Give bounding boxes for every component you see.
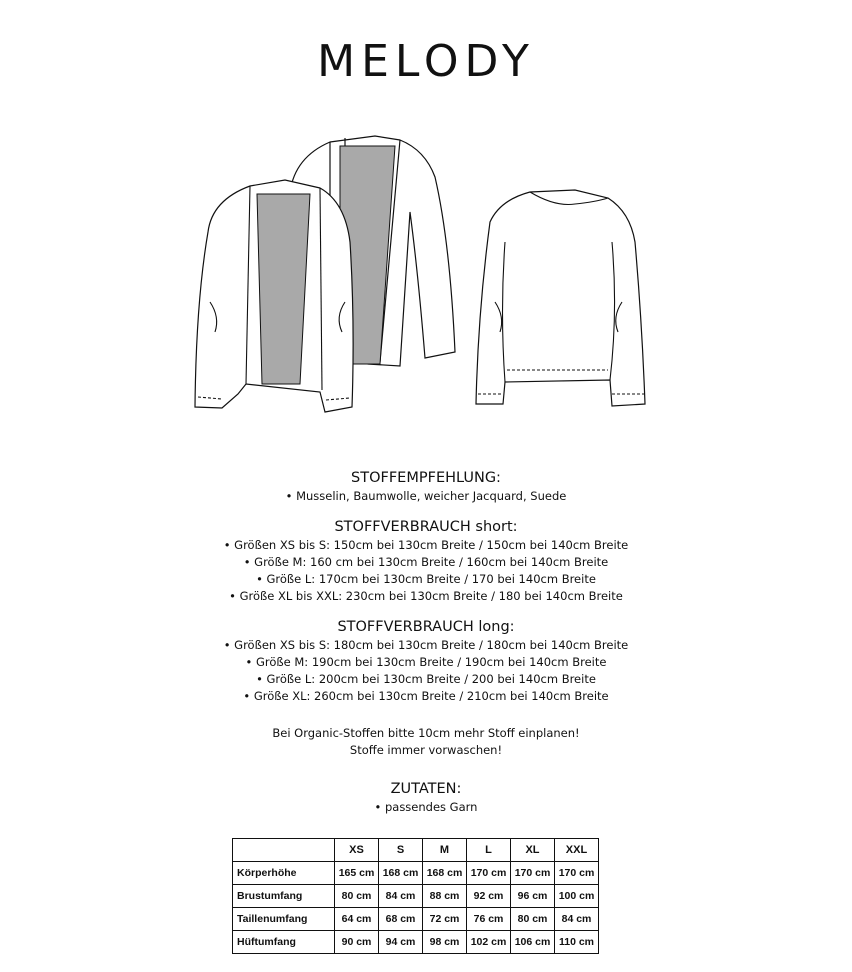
row-label: Brustumfang [233, 885, 335, 908]
row-label: Taillenumfang [233, 908, 335, 931]
usage-long-item: • Größe M: 190cm bei 130cm Breite / 190cm bei 140cm Breite [245, 655, 607, 669]
table-cell: 84 cm [555, 908, 599, 931]
notions-heading: ZUTATEN: [390, 781, 462, 797]
notions-item: • passendes Garn [374, 800, 478, 814]
table-cell: 88 cm [423, 885, 467, 908]
usage-short-item: • Größen XS bis S: 150cm bei 130cm Breite / 150cm bei 140cm Breite [223, 538, 629, 552]
usage-long-item: • Größen XS bis S: 180cm bei 130cm Breite / 180cm bei 140cm Breite [223, 638, 629, 652]
row-label: Körperhöhe [233, 862, 335, 885]
header-size: S [379, 839, 423, 862]
table-row [233, 908, 599, 931]
note-prewash: Stoffe immer vorwaschen! [349, 743, 503, 757]
jacket-back-drawing [0, 122, 852, 422]
table-cell: 72 cm [423, 908, 467, 931]
table-row [233, 931, 599, 954]
usage-short-item: • Größe L: 170cm bei 130cm Breite / 170 bei 140cm Breite [256, 572, 596, 586]
table-cell: 80 cm [335, 885, 379, 908]
table-cell: 110 cm [555, 931, 599, 954]
table-cell: 90 cm [335, 931, 379, 954]
header-size: XS [335, 839, 379, 862]
size-table-header [233, 839, 599, 862]
table-cell: 84 cm [379, 885, 423, 908]
table-cell: 92 cm [467, 885, 511, 908]
table-cell: 165 cm [335, 862, 379, 885]
note-organic: Bei Organic-Stoffen bitte 10cm mehr Stoff einplanen! [272, 726, 580, 740]
usage-short-item: • Größe XL bis XXL: 230cm bei 130cm Breite / 180 bei 140cm Breite [229, 589, 623, 603]
table-cell: 76 cm [467, 908, 511, 931]
table-cell: 98 cm [423, 931, 467, 954]
table-cell: 170 cm [467, 862, 511, 885]
usage-long-item: • Größe L: 200cm bei 130cm Breite / 200 bei 140cm Breite [256, 672, 596, 686]
table-cell: 100 cm [555, 885, 599, 908]
table-cell: 94 cm [379, 931, 423, 954]
usage-short-item: • Größe M: 160 cm bei 130cm Breite / 160cm bei 140cm Breite [243, 555, 609, 569]
table-cell: 106 cm [511, 931, 555, 954]
header-size: L [467, 839, 511, 862]
table-row [233, 862, 599, 885]
fabric-info [0, 468, 852, 816]
row-label: Hüftumfang [233, 931, 335, 954]
usage-long-heading: STOFFVERBRAUCH long: [337, 619, 515, 635]
header-size: XXL [555, 839, 599, 862]
table-cell: 168 cm [423, 862, 467, 885]
table-cell: 170 cm [511, 862, 555, 885]
size-table [232, 838, 599, 954]
fabric-heading: STOFFEMPFEHLUNG: [351, 470, 501, 486]
usage-short-heading: STOFFVERBRAUCH short: [334, 519, 518, 535]
usage-long-item: • Größe XL: 260cm bei 130cm Breite / 210cm bei 140cm Breite [243, 689, 609, 703]
table-cell: 168 cm [379, 862, 423, 885]
technical-drawings [0, 122, 852, 422]
fabric-item: • Musselin, Baumwolle, weicher Jacquard, Suede [285, 489, 567, 503]
table-cell: 102 cm [467, 931, 511, 954]
header-size: M [423, 839, 467, 862]
table-row [233, 885, 599, 908]
table-cell: 64 cm [335, 908, 379, 931]
pattern-title: MELODY [317, 36, 535, 87]
header-size: XL [511, 839, 555, 862]
table-cell: 96 cm [511, 885, 555, 908]
table-cell: 68 cm [379, 908, 423, 931]
header-empty [233, 839, 335, 862]
table-cell: 170 cm [555, 862, 599, 885]
table-cell: 80 cm [511, 908, 555, 931]
